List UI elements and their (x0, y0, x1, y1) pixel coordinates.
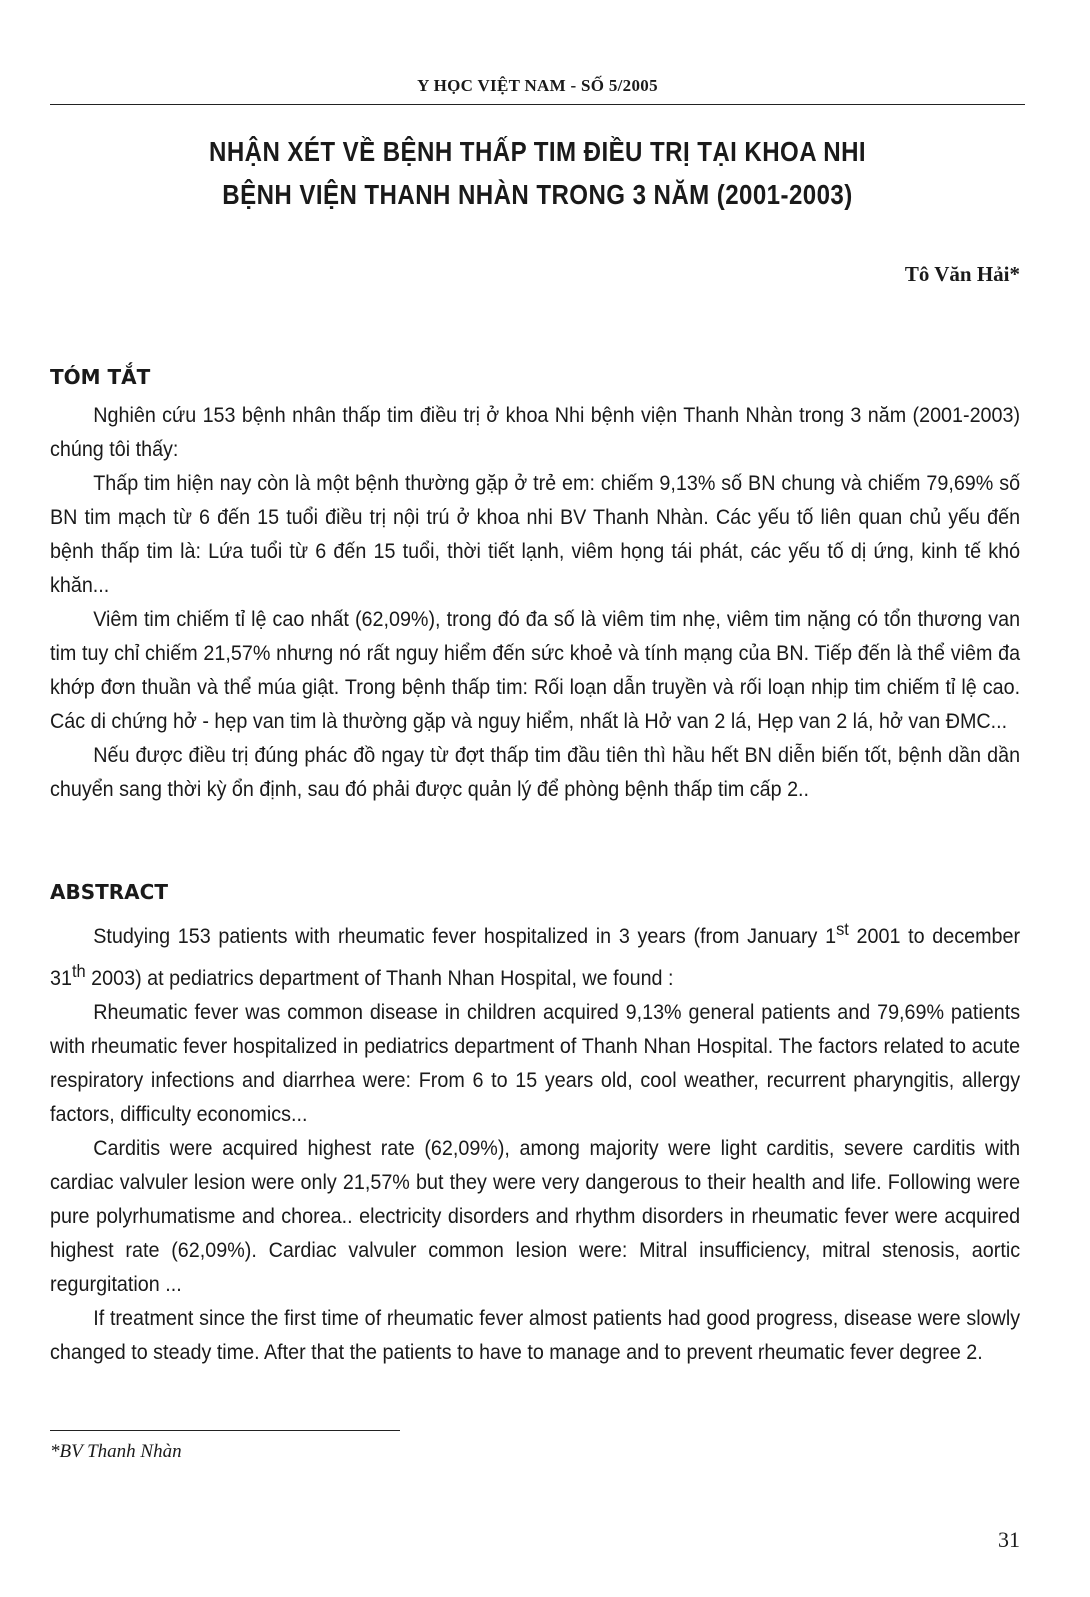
abstract-paragraph (50, 912, 1020, 996)
article-title-line-1: NHẬN XÉT VỀ BỆNH THẤP TIM ĐIỀU TRỊ TẠI KHOA NHI (208, 136, 867, 167)
article-title-line-2: BỆNH VIỆN THANH NHÀN TRONG 3 NĂM (2001-2003) (222, 179, 853, 210)
abstract-paragraph: Carditis were acquired highest rate (62,09%), among majority were light carditis, severe carditis with cardiac valvuler lesion were only 21,57% but they were very dangerous to their health and life. Following were pure polyrhumatisme and chorea.. electricity disorders and rhythm disorders in rheumatic fever were acquired highest rate (62,09%). Cardiac valvuler common lesion were: Mitral insufficiency, mitral stenosis, aortic regurgitation ... (50, 1137, 1021, 1296)
article-title (118, 130, 957, 216)
footnote-rule (50, 1430, 400, 1431)
author-name: Tô Văn Hải* (904, 262, 1020, 286)
abstract-paragraph: If treatment since the first time of rheumatic fever almost patients had good progress, disease were slowly changed to steady time. After that the patients to have to manage and to prevent rheumatic fever degree 2. (50, 1307, 1021, 1364)
abstract-heading: ABSTRACT (50, 880, 168, 904)
running-head: Y HỌC VIỆT NAM - SỐ 5/2005 (417, 76, 658, 95)
header-rule (50, 104, 1025, 105)
tom-tat-paragraph: Thấp tim hiện nay còn là một bệnh thường gặp ở trẻ em: chiếm 9,13% số BN chung và chiếm 79,69% số BN tim mạch từ 6 đến 15 tuổi điều trị nội trú ở khoa nhi BV Thanh Nhàn. Các yếu tố liên quan chủ yếu đến bệnh thấp tim là: Lứa tuổi từ 6 đến 15 tuổi, thời tiết lạnh, viêm họng tái phát, các yếu tố dị ứng, kinh tế khó khăn... (50, 472, 1021, 597)
ordinal-suffix: th (71, 961, 86, 981)
page-number: 31 (998, 1527, 1020, 1552)
abstract-text: 2001 to december 31 (50, 925, 1021, 990)
author-affiliation-footnote: *BV Thanh Nhàn (50, 1441, 182, 1462)
abstract-text: 2003) at pediatrics department of Thanh Nhan Hospital, we found : (85, 967, 674, 990)
tom-tat-paragraph: Nghiên cứu 153 bệnh nhân thấp tim điều trị ở khoa Nhi bệnh viện Thanh Nhàn trong 3 năm (2001-2003) chúng tôi thấy: (50, 404, 1021, 461)
ordinal-suffix: st (836, 919, 849, 939)
abstract-body (50, 912, 1020, 1370)
abstract-paragraph: Rheumatic fever was common disease in children acquired 9,13% general patients and 79,69% patients with rheumatic fever hospitalized in pediatrics department of Thanh Nhan Hospital. The factors related to acute respiratory infections and diarrhea were: From 6 to 15 years old, cool weather, recurrent pharyngitis, allergy factors, difficulty economics... (50, 1001, 1021, 1126)
tom-tat-paragraph: Nếu được điều trị đúng phác đồ ngay từ đợt thấp tim đầu tiên thì hầu hết BN diễn biến tốt, bệnh dần dần chuyển sang thời kỳ ổn định, sau đó phải được quản lý để phòng bệnh thấp tim cấp 2.. (50, 744, 1021, 801)
tom-tat-paragraph: Viêm tim chiếm tỉ lệ cao nhất (62,09%), trong đó đa số là viêm tim nhẹ, viêm tim nặng có tổn thương van tim tuy chỉ chiếm 21,57% nhưng nó rất nguy hiểm đến sức khoẻ và tính mạng của BN. Tiếp đến là thể viêm đa khớp đơn thuần và thể múa giật. Trong bệnh thấp tim: Rối loạn dẫn truyền và rối loạn nhịp tim chiếm tỉ lệ cao. Các di chứng hở - hẹp van tim là thường gặp và nguy hiểm, nhất là Hở van 2 lá, Hẹp van 2 lá, hở van ĐMC... (50, 608, 1021, 733)
tom-tat-heading: TÓM TẮT (50, 365, 151, 389)
abstract-text: Studying 153 patients with rheumatic fever hospitalized in 3 years (from January 1 (93, 925, 837, 948)
tom-tat-body (50, 399, 1020, 807)
